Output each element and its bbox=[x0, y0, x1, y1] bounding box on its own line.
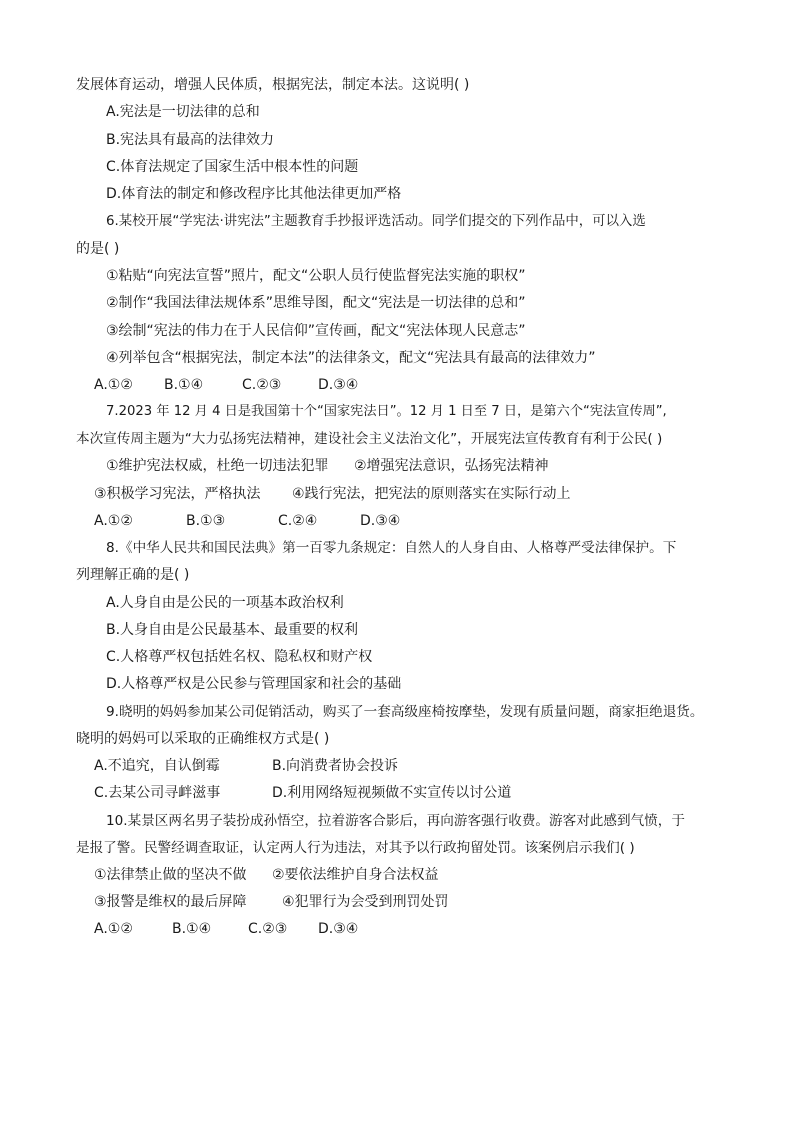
q10-item-2: ②要依法维护自身合法权益 bbox=[272, 867, 439, 883]
q7-choice-d: D.③④ bbox=[360, 513, 401, 529]
q8-stem-line2: 列理解正确的是( ) bbox=[76, 567, 190, 583]
q6-stem-line1: 6.某校开展“学宪法·讲宪法”主题教育手抄报评选活动。同学们提交的下列作品中，可以入选 bbox=[106, 214, 646, 229]
q6-item-2: ②制作“我国法律法规体系”思维导图，配文“宪法是一切法律的总和” bbox=[106, 295, 526, 311]
q8-option-c: C.人格尊严权包括姓名权、隐私权和财产权 bbox=[106, 649, 373, 665]
q9-option-d: D.利用网络短视频做不实宣传以讨公道 bbox=[272, 785, 512, 801]
q5-option-d: D.体育法的制定和修改程序比其他法律更加严格 bbox=[106, 186, 402, 202]
q6-item-4: ④列举包含“根据宪法，制定本法”的法律条文，配文“宪法具有最高的法律效力” bbox=[106, 350, 596, 366]
q7-item-3: ③积极学习宪法，严格执法 bbox=[94, 486, 261, 502]
q10-item-4: ④犯罪行为会受到刑罚处罚 bbox=[282, 894, 449, 910]
q10-choice-c: C.②③ bbox=[248, 921, 288, 937]
q9-option-a: A.不追究，自认倒霉 bbox=[94, 758, 220, 774]
q7-stem-line1: 7.2023 年 12 月 4 日是我国第十个“国家宪法日”。12 月 1 日至 7 日，是第六个“宪法宣传周”, bbox=[106, 404, 667, 419]
q6-item-1: ①粘贴“向宪法宣誓”照片，配文“公职人员行使监督宪法实施的职权” bbox=[106, 268, 526, 284]
q5-option-c: C.体育法规定了国家生活中根本性的问题 bbox=[106, 159, 359, 175]
q9-option-c: C.去某公司寻衅滋事 bbox=[94, 785, 221, 801]
q10-choice-a: A.①② bbox=[94, 921, 133, 937]
q7-stem-line2: 本次宣传周主题为“大力弘扬宪法精神，建设社会主义法治文化”，开展宪法宣传教育有利于公民( ) bbox=[76, 431, 663, 447]
q10-item-3: ③报警是维权的最后屏障 bbox=[94, 894, 247, 910]
q7-item-2: ②增强宪法意识，弘扬宪法精神 bbox=[354, 458, 549, 474]
q5-option-b: B.宪法具有最高的法律效力 bbox=[106, 132, 275, 148]
q6-stem-line2: 的是( ) bbox=[76, 241, 120, 257]
q7-choice-a: A.①② bbox=[94, 513, 133, 529]
q6-choice-c: C.②③ bbox=[242, 377, 282, 393]
q6-choice-d: D.③④ bbox=[318, 377, 359, 393]
q8-option-b: B.人身自由是公民最基本、最重要的权利 bbox=[106, 622, 359, 638]
q5-option-a: A.宪法是一切法律的总和 bbox=[106, 104, 260, 120]
q8-stem-line1: 8.《中华人民共和国民法典》第一百零九条规定：自然人的人身自由、人格尊严受法律保护。下 bbox=[106, 540, 677, 556]
q10-choice-d: D.③④ bbox=[318, 921, 359, 937]
q9-stem-line1: 9.晓明的妈妈参加某公司促销活动，购买了一套高级座椅按摩垫，发现有质量问题，商家拒绝退货。 bbox=[106, 704, 704, 720]
q6-choice-a: A.①② bbox=[94, 377, 133, 393]
q8-option-a: A.人身自由是公民的一项基本政治权利 bbox=[106, 595, 344, 611]
q7-item-1: ①维护宪法权威，杜绝一切违法犯罪 bbox=[106, 458, 329, 474]
q10-stem-line1: 10.某景区两名男子装扮成孙悟空，拉着游客合影后，再向游客强行收费。游客对此感到气愤，于 bbox=[106, 813, 685, 829]
q5-stem-tail: 发展体育运动，增强人民体质，根据宪法，制定本法。这说明( ) bbox=[76, 77, 470, 93]
q10-item-1: ①法律禁止做的坚决不做 bbox=[94, 867, 247, 883]
q10-stem-line2: 是报了警。民警经调查取证，认定两人行为违法，对其予以行政拘留处罚。该案例启示我们( ) bbox=[76, 840, 635, 856]
q8-option-d: D.人格尊严权是公民参与管理国家和社会的基础 bbox=[106, 676, 402, 692]
q6-item-3: ③绘制“宪法的伟力在于人民信仰”宣传画，配文“宪法体现人民意志” bbox=[106, 323, 526, 339]
q6-choice-b: B.①④ bbox=[164, 377, 204, 393]
q10-choice-b: B.①④ bbox=[172, 921, 212, 937]
q7-item-4: ④践行宪法，把宪法的原则落实在实际行动上 bbox=[292, 486, 571, 502]
q9-stem-line2: 晓明的妈妈可以采取的正确维权方式是( ) bbox=[76, 731, 330, 747]
q9-option-b: B.向消费者协会投诉 bbox=[272, 758, 399, 774]
q7-choice-b: B.①③ bbox=[186, 513, 226, 529]
q7-choice-c: C.②④ bbox=[278, 513, 318, 529]
